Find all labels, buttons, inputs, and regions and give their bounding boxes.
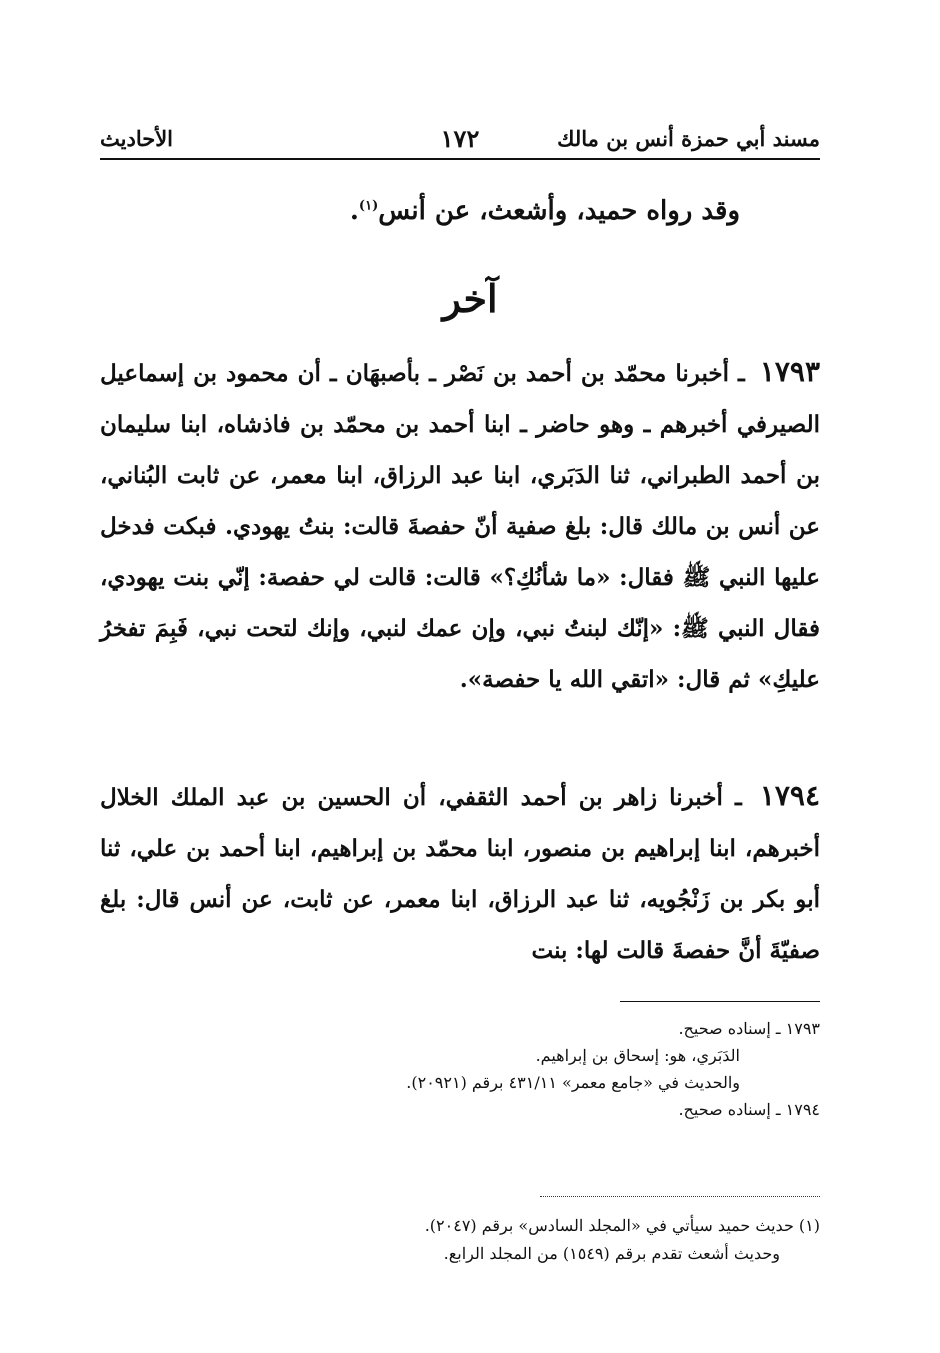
hadith-number: ١٧٩٣ bbox=[759, 355, 820, 388]
hadith-text: ـ أخبرنا زاهر بن أحمد الثقفي، أن الحسين بن عبد الملك الخلال أخبرهم، ابنا إبراهيم بن منصور، ابنا محمّد بن إبراهيم، ابنا أحمد بن علي، ثنا أبو بكر بن زَنْجُويه، ثنا عبد الرزاق، ابنا معمر، عن ثابت، عن أنس قال: بلغ صفيّةَ أنَّ حفصةَ قالت لها: بنت bbox=[100, 784, 820, 964]
footnote-line: (١) حديث حميد سيأتي في «المجلد السادس» برقم (٢٠٤٧). bbox=[424, 1216, 820, 1235]
section-name: الأحاديث bbox=[100, 126, 174, 151]
footnote-line: وحديث أشعث تقدم برقم (١٥٤٩) من المجلد الرابع. bbox=[443, 1244, 780, 1263]
hadith-notes bbox=[100, 1015, 820, 1123]
note-line: ١٧٩٣ ـ إسناده صحيح. bbox=[678, 1019, 820, 1038]
note-line: الدَبَري، هو: إسحاق بن إبراهيم. bbox=[535, 1046, 740, 1065]
footnotes bbox=[100, 1212, 820, 1268]
footnote-divider bbox=[540, 1196, 820, 1197]
note-line: ١٧٩٤ ـ إسناده صحيح. bbox=[678, 1100, 820, 1119]
section-title-text: آخر bbox=[442, 276, 498, 321]
section-title bbox=[360, 276, 580, 321]
intro-text: وقد رواه حميد، وأشعث، عن أنس bbox=[378, 196, 740, 226]
hadith-number: ١٧٩٤ bbox=[759, 779, 820, 812]
header-divider bbox=[100, 158, 820, 160]
page-number: ١٧٢ bbox=[440, 124, 480, 153]
hadith-1794 bbox=[100, 770, 820, 976]
hadith-1793 bbox=[100, 346, 820, 705]
running-header bbox=[100, 118, 820, 158]
notes-divider bbox=[620, 1001, 820, 1002]
note-line: والحديث في «جامع معمر» ٤٣١/١١ برقم (٢٠٩٢١). bbox=[406, 1073, 740, 1092]
hadith-text: ـ أخبرنا محمّد بن أحمد بن نَصْر ـ بأصبهَان ـ أن محمود بن إسماعيل الصيرفي أخبرهم ـ وهو حاضر ـ ابنا أحمد بن محمّد بن فاذشاه، ابنا سليمان بن أحمد الطبراني، ثنا الدَبَري، ابنا عبد الرزاق، ابنا معمر، عن ثابت البُناني، عن أنس بن مالك قال: بلغ صفية أنّ حفصةَ قالت: بنتُ يهودي. فبكت فدخل عليها النبي ﷺ فقال: «ما شأنُكِ؟» قالت: قالت لي حفصة: إنّي بنت يهودي، فقال النبي ﷺ: «إنّك لبنتُ نبي، وإن عمك لنبي، وإنك لتحت نبي، فَبِمَ تفخرُ عليكِ» ثم قال: «اتقي الله يا حفصة». bbox=[100, 360, 820, 693]
intro-end: . bbox=[349, 196, 359, 226]
book-title: مسند أبي حمزة أنس بن مالك bbox=[557, 126, 820, 151]
intro-line bbox=[100, 196, 740, 226]
footnote-ref: (١) bbox=[358, 198, 379, 214]
